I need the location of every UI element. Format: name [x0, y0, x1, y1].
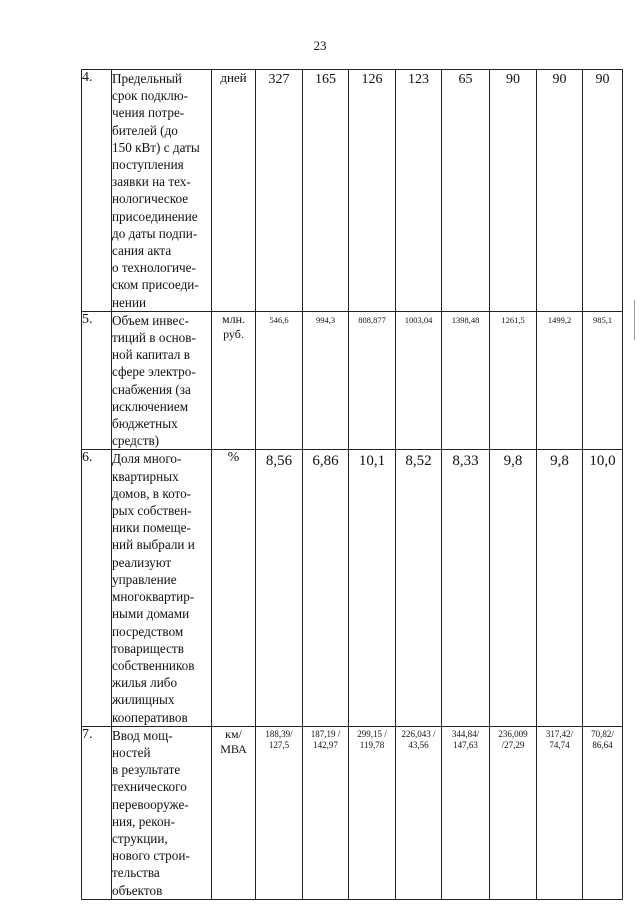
indicator-name-line: Объем инвес- — [112, 312, 189, 328]
indicator-name-line: кооперативов — [112, 709, 188, 725]
row-number: 6. — [82, 450, 112, 726]
value-cell: 1261,5 — [490, 311, 537, 450]
indicator-name — [112, 70, 212, 312]
indicator-name-line: струкции, — [112, 830, 168, 846]
indicator-name-line: товариществ — [112, 640, 184, 656]
indicator-name-line: тельства — [112, 865, 160, 881]
value-cell: 8,52 — [396, 450, 442, 726]
value-cell: 187,19 / 142,97 — [303, 726, 349, 899]
indicator-name-line: управление — [112, 571, 177, 587]
indicator-name-line: реализуют — [112, 554, 172, 570]
indicator-name-line: ний выбрали и — [112, 537, 195, 553]
indicator-name-line: исключением — [112, 398, 189, 414]
indicator-name-line: до даты подпи- — [112, 225, 198, 241]
indicator-name-line: рых собствен- — [112, 503, 192, 519]
indicator-name-line: домов, в кото- — [112, 485, 192, 501]
indicator-name-line: бителей (до — [112, 122, 178, 138]
indicator-name-line: ния, рекон- — [112, 813, 176, 829]
table-row — [82, 450, 623, 726]
indicator-name-line: посредством — [112, 623, 184, 639]
value-cell: 8,56 — [256, 450, 303, 726]
value-cell: 90 — [490, 70, 537, 312]
indicator-name-line: тиций в основ- — [112, 330, 196, 346]
indicator-name-line: жилья либо — [112, 675, 178, 691]
value-cell: 327 — [256, 70, 303, 312]
indicator-name-line: средств) — [112, 433, 160, 449]
indicators-table — [81, 69, 623, 900]
value-cell: 985,1 — [583, 311, 623, 450]
indicator-name-line: ском присоеди- — [112, 277, 199, 293]
value-cell: 70,82/ 86,64 — [583, 726, 623, 899]
indicator-name-line: ными домами — [112, 606, 190, 622]
indicator-name-line: о технологиче- — [112, 260, 196, 276]
value-cell: 126 — [349, 70, 396, 312]
indicator-name-line: сания акта — [112, 243, 172, 259]
indicator-name-line: сфере электро- — [112, 364, 196, 380]
value-cell: 1398,48 — [442, 311, 490, 450]
indicator-name-line: объектов — [112, 882, 163, 898]
value-cell: 10,0 — [583, 450, 623, 726]
table-row — [82, 311, 623, 450]
indicator-name-line: Ввод мощ- — [112, 727, 173, 743]
unit-cell: дней — [212, 70, 256, 312]
unit-cell: % — [212, 450, 256, 726]
unit-cell: млн. руб. — [212, 311, 256, 450]
indicator-name-line: чения потре- — [112, 105, 185, 121]
value-cell: 123 — [396, 70, 442, 312]
value-cell: 236,009 /27,29 — [490, 726, 537, 899]
indicator-name-line: нового строи- — [112, 848, 190, 864]
value-cell: 90 — [583, 70, 623, 312]
value-cell: 344,84/ 147,63 — [442, 726, 490, 899]
indicator-name-line: Предельный — [112, 71, 182, 86]
indicator-name-line: ной капитал в — [112, 347, 191, 363]
value-cell: 808,877 — [349, 311, 396, 450]
indicator-name-line: снабжения (за — [112, 381, 191, 397]
indicator-name — [112, 726, 212, 899]
indicator-name-line: многоквартир- — [112, 589, 195, 605]
value-cell: 9,8 — [537, 450, 583, 726]
indicator-name-line: поступления — [112, 157, 184, 173]
value-cell: 1003,04 — [396, 311, 442, 450]
value-cell: 8,33 — [442, 450, 490, 726]
value-cell: 9,8 — [490, 450, 537, 726]
indicator-name-line: 150 кВт) с даты — [112, 139, 200, 155]
indicator-name-line: заявки на тех- — [112, 174, 191, 190]
indicator-name-line: перевооруже- — [112, 796, 189, 812]
indicator-name-line: ностей — [112, 744, 151, 760]
table-row — [82, 70, 623, 312]
value-cell: 226,043 / 43,56 — [396, 726, 442, 899]
indicator-name-line: нологическое — [112, 191, 189, 207]
indicator-name-line: собственников — [112, 657, 195, 673]
value-cell: 65 — [442, 70, 490, 312]
row-number: 5. — [82, 311, 112, 450]
table-row — [82, 726, 623, 899]
value-cell: 299,15 / 119,78 — [349, 726, 396, 899]
indicator-name-line: Доля много- — [112, 451, 182, 467]
value-cell: 165 — [303, 70, 349, 312]
value-cell: 6,86 — [303, 450, 349, 726]
row-number: 4. — [82, 70, 112, 312]
value-cell: 188,39/ 127,5 — [256, 726, 303, 899]
indicator-name-line: квартирных — [112, 468, 179, 484]
value-cell: 90 — [537, 70, 583, 312]
indicator-name-line: технического — [112, 779, 187, 795]
value-cell: 1499,2 — [537, 311, 583, 450]
indicator-name — [112, 311, 212, 450]
value-cell: 10,1 — [349, 450, 396, 726]
value-cell: 546,6 — [256, 311, 303, 450]
value-cell: 994,3 — [303, 311, 349, 450]
page-number: 23 — [313, 38, 327, 53]
indicator-name-line: нении — [112, 294, 147, 310]
value-cell: 317,42/ 74,74 — [537, 726, 583, 899]
indicator-name-line: срок подклю- — [112, 88, 188, 104]
indicator-name-line: присоединение — [112, 208, 198, 224]
indicator-name-line: жилищных — [112, 692, 175, 708]
indicator-name-line: в результате — [112, 762, 181, 778]
indicator-name-line: бюджетных — [112, 416, 178, 432]
unit-cell: км/ МВА — [212, 726, 256, 899]
indicator-name-line: ники помеще- — [112, 520, 191, 536]
indicator-name — [112, 450, 212, 726]
scan-edge-mark — [634, 300, 635, 340]
row-number: 7. — [82, 726, 112, 899]
